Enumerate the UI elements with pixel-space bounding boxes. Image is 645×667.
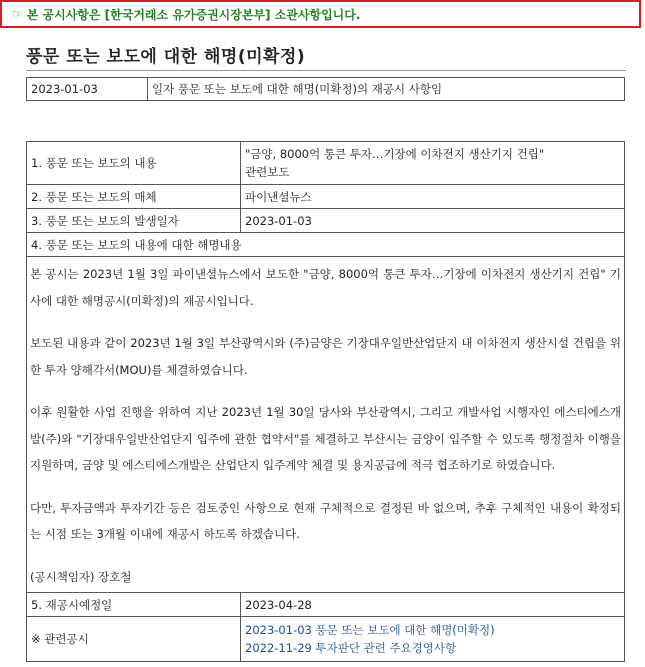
disclosure-table [26,141,625,662]
clarify-body [27,257,625,593]
body-paragraph-2: 보도된 내용과 같이 2023년 1월 3일 부산광역시와 (주)금양은 기장대우일반산업단지 내 이차전지 생산시설 건립을 위한 투자 양해각서(MOU)를 체결하였습니다. [30,336,621,377]
summary-date: 2023-01-03 [27,78,148,101]
body-paragraph-4: 다만, 투자금액과 투자기간 등은 검토중인 사항으로 현재 구체적으로 결정된 바 없으며, 추후 구체적인 내용이 확정되는 시점 또는 3개월 이내에 재공시 하도록 하겠습니다. [30,500,621,541]
notice-text: 본 공시사항은 [한국거래소 유가증권시장본부] 소관사항입니다. [26,7,361,22]
summary-text: 일자 풍문 또는 보도에 대한 해명(미확정)의 재공시 사항임 [148,78,625,101]
related-label: ※ 관련공시 [27,617,241,662]
media-value: 파이낸셜뉴스 [241,185,625,209]
reannounce-label: 5. 재공시예정일 [27,593,241,617]
date-label: 3. 풍문 또는 보도의 발생일자 [27,209,241,233]
body-paragraph-1: 본 공시는 2023년 1월 3일 파이낸셜뉴스에서 보도한 "금양, 8000억 통큰 투자…기장에 이차전지 생산기지 건립" 기사에 대한 해명공시(미확정)의 재공시입니다. [30,267,621,308]
related-link-1[interactable]: 2023-01-03 풍문 또는 보도에 대한 해명(미확정) [245,623,495,637]
summary-table [26,77,625,101]
content-value-line1: "금양, 8000억 통큰 투자…기장에 이차전지 생산기지 건립" [245,147,545,161]
clarify-label: 4. 풍문 또는 보도의 내용에 대한 해명내용 [27,233,625,257]
jurisdiction-notice [0,0,641,28]
date-value: 2023-01-03 [241,209,625,233]
pointing-hand-icon: ☞ [12,7,23,21]
related-links [241,617,625,662]
media-label: 2. 풍문 또는 보도의 매체 [27,185,241,209]
title-divider [26,70,626,71]
body-paragraph-3: 이후 원활한 사업 진행을 위하여 지난 2023년 1월 30일 당사와 부산광역시, 그리고 개발사업 시행자인 에스티에스개발(주)와 "기장대우일반산업단지 입주에 관한 협약서"를 체결하고 부산시는 금양이 입주할 수 있도록 행정절차 이행을 지원하며, 금양 및 에스티에스개발은 산업단지 입주계약 체결 및 용지공급에 적극 협조하기로 하였습니다. [30,405,621,472]
related-link-2[interactable]: 2022-11-29 투자판단 관련 주요경영사항 [245,641,457,655]
content-label: 1. 풍문 또는 보도의 내용 [27,142,241,185]
content-value-line2: 관련보도 [245,165,290,179]
page-title: 풍문 또는 보도에 대한 해명(미확정) [26,47,306,67]
content-value [241,142,625,185]
reannounce-value: 2023-04-28 [241,593,625,617]
body-paragraph-5: (공시책임자) 장호철 [30,569,132,584]
